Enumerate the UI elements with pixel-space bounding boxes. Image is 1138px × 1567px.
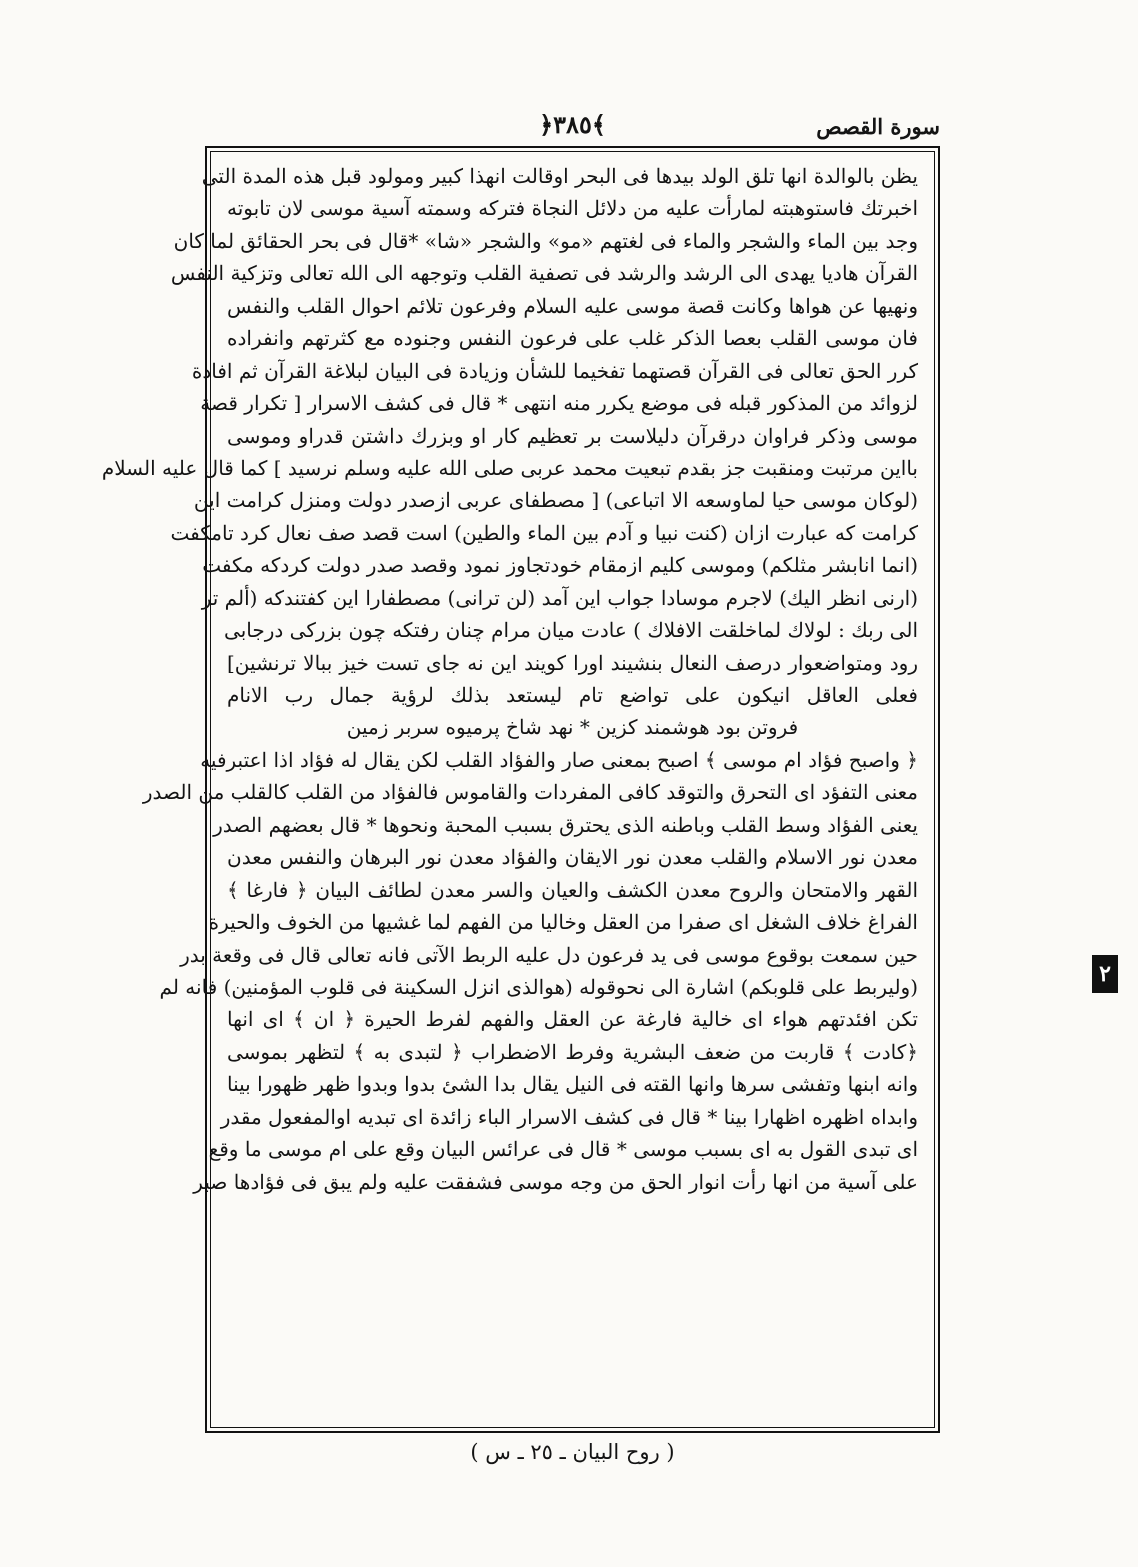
text-line: (ارنى انظر اليك) لاجرم موسادا جواب اين آمد (لن ترانى) مصطفارا اين كفتندكه (ألم تر [201,585,918,610]
text-line: فعلى العاقل انيكون على تواضع تام ليستعد بذلك لرؤية جمال رب الانام [227,683,918,707]
text-line: كرر الحق تعالى فى القرآن قصتهما تفخيما للشأن وزيادة فى البيان لبلاغة القرآن ثم افادة [191,358,918,383]
text-line: معنى التفؤد اى التحرق والتوقد كافى المفردات والقاموس فالفؤاد من القلب كالقلب من الصدر [142,780,918,805]
text-line: القهر والامتحان والروح معدن الكشف والعيان والسر معدن لطائف البيان ﴿ فارغا ﴾ [227,877,918,902]
text-frame [101,146,940,1433]
text-line: على آسية من انها رأت انوار الحق من وجه موسى فشفقت عليه ولم يبق فى فؤادها صبر [193,1169,918,1194]
juz-side-tab: ٢ [1092,955,1118,993]
surah-title: سورة القصص [816,114,940,139]
text-line: ﴿كادت ﴾ قاربت من ضعف البشرية وفرط الاضطراب ﴿ لتبدى به ﴾ لتظهر بموسى [227,1039,918,1064]
text-frame-inner [101,151,935,1428]
text-line: بااين مرتبت ومنقبت جز بقدم تبعيت محمد عربى صلى الله عليه وسلم نرسيد ] كما قال عليه السلام [101,455,918,480]
body-text [101,160,918,1421]
page-number: ﴿٣٨٥﴾ [539,110,606,139]
text-line: (انما انابشر مثلكم) وموسى كليم ازمقام خودتجاوز نمود وقصد صدر دولت كردكه مكفت [202,553,918,578]
text-line: يعنى الفؤاد وسط القلب وباطنه الذى يحترق بسبب المحبة ونحوها * قال بعضهم الصدر [213,812,918,837]
text-line: القرآن هاديا يهدى الى الرشد والرشد فى تصفية القلب وتوجهه الى الله تعالى وتزكية النفس [170,261,918,286]
text-line: (وليربط على قلوبكم) اشارة الى نحوقوله (هوالذى انزل السكينة فى قلوب المؤمنين) فانه لم [159,974,918,999]
text-line: فروتن بود هوشمند كزين * نهد شاخ پرميوه سربر زمين [346,715,799,740]
text-line: اخبرتك فاستوهبته لمارأت عليه من دلائل النجاة فتركه وسمته آسية موسى لان تابوته [227,196,918,221]
text-line: (لوكان موسى حيا لماوسعه الا اتباعى) [ مصطفاى عربى ازصدر دولت ومنزل كرامت اين [193,488,918,513]
text-line: تكن افئدتهم هواء اى خالية فارغة عن العقل والفهم لفرط الحيرة ﴿ ان ﴾ اى انها [227,1007,918,1032]
text-line: الفراغ خلاف الشغل اى صفرا من العقل وخاليا من الفهم لما غشيها من الخوف والحيرة [208,910,918,935]
page-header [205,110,940,144]
text-line: وانه ابنها وتفشى سرها وانها القته فى النيل يقال بدا الشئ بدوا وبدوا ظهر ظهورا بينا [227,1072,918,1097]
text-line: الى ربك : لولاك لماخلقت الافلاك ) عادت ميان مرام چنان رفتكه چون بزركى درجابى [224,618,918,643]
text-line: لزوائد من المذكور قبله فى موضع يكرر منه انتهى * قال فى كشف الاسرار [ تكرار قصة [200,391,918,416]
text-line: ﴿ واصبح فؤاد ام موسى ﴾ اصبح بمعنى صار والفؤاد القلب لكن يقال له فؤاد اذا اعتبرفيه [200,747,918,772]
text-line: يظن بالوالدة انها تلق الولد بيدها فى البحر اوقالت انهذا كبير ومولود قبل هذه المدة التى [201,164,918,188]
page-footer-signature: ( روح البيان ـ ٢٥ ـ س ) [470,1440,675,1464]
text-line: اى تبدى القول به اى بسبب موسى * قال فى عرائس البيان وقع على ام موسى ما وقع [208,1137,918,1162]
text-line: كرامت كه عبارت ازان (كنت نبيا و آدم بين الماء والطين) است قصد صف نعال كرد تامكفت [170,520,918,545]
text-line: ونهيها عن هواها وكانت قصة موسى عليه السلام وفرعون تلائم احوال القلب والنفس [227,293,918,318]
text-line: وابداه اظهره اظهارا بينا * قال فى كشف الاسرار الباء زائدة اى تبديه اوالمفعول مقدر [220,1104,918,1129]
text-line: موسى وذكر فراوان درقرآن دليلاست بر تعظيم كار او وبزرك داشتن قدراو وموسى [227,423,918,448]
text-line: حين سمعت بوقوع موسى فى يد فرعون دل عليه الربط الآتى فانه تعالى قال فى وقعة بدر [180,942,918,967]
text-line: وجد بين الماء والشجر والماء فى لغتهم «مو» والشجر «شا» *قال فى بحر الحقائق لما كان [173,228,918,253]
text-line: رود ومتواضعوار درصف النعال بنشيند اورا كويند اين نه جاى تست خيز ببالا ترنشين] [227,650,918,675]
text-line: معدن نور الاسلام والقلب معدن نور الايقان والفؤاد معدن نور البرهان والنفس معدن [227,845,918,870]
text-line: فان موسى القلب بعصا الذكر غلب على فرعون النفس وجنوده مع كثرتهم وانفراده [227,326,918,351]
